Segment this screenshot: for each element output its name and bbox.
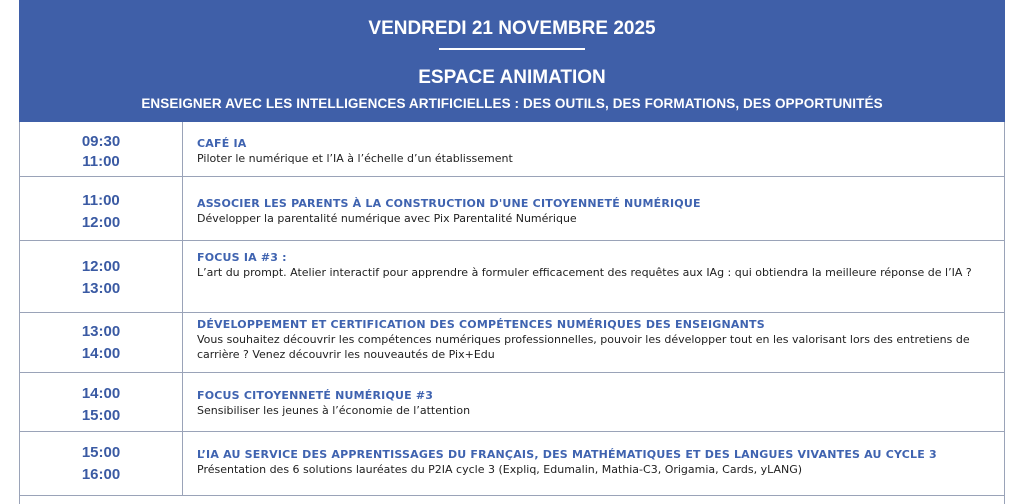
start-time: 14:00 — [81, 385, 121, 402]
time-cell — [20, 122, 183, 176]
schedule-header — [19, 0, 1005, 122]
session-title: FOCUS IA #3 : — [197, 251, 287, 264]
session-title: CAFÉ IA — [197, 137, 247, 150]
session-content — [197, 137, 992, 166]
time-cell — [20, 313, 183, 372]
start-time: 11:00 — [82, 192, 120, 209]
schedule-row — [20, 122, 1004, 177]
start-time: 09:30 — [81, 133, 121, 150]
schedule-row — [20, 313, 1004, 373]
end-time: 11:00 — [82, 153, 120, 170]
space-title: ESPACE ANIMATION — [418, 67, 606, 88]
end-time: 16:00 — [81, 466, 121, 483]
end-time: 14:00 — [81, 345, 121, 362]
session-description: Piloter le numérique et l’IA à l’échelle d’un établissement — [197, 152, 513, 165]
time-cell — [20, 241, 183, 312]
session-description: Présentation des 6 solutions lauréates du P2IA cycle 3 (Expliq, Edumalin, Mathia-C3, Origamia, Cards, yLANG) — [197, 463, 803, 476]
start-time: 15:00 — [81, 444, 121, 461]
schedule-row — [20, 177, 1004, 241]
time-cell — [20, 432, 183, 495]
session-title: DÉVELOPPEMENT ET CERTIFICATION DES COMPÉTENCES NUMÉRIQUES DES ENSEIGNANTS — [197, 318, 765, 331]
session-description: Vous souhaitez découvrir les compétences numériques professionnelles, pouvoir les développer tout en les valorisant lors des entretiens de carrière ? Venez découvrir les nouveautés de Pix+Edu — [197, 333, 970, 361]
end-time: 13:00 — [81, 280, 121, 297]
session-description: L’art du prompt. Atelier interactif pour apprendre à formuler efficacement des requêtes aux IAg : qui obtiendra la meilleure réponse de l’IA ? — [197, 266, 972, 279]
time-cell — [20, 373, 183, 431]
schedule-row — [20, 241, 1004, 313]
schedule-row — [20, 432, 1004, 496]
session-content — [197, 318, 992, 362]
schedule-row — [20, 373, 1004, 432]
session-title: L’IA AU SERVICE DES APPRENTISSAGES DU FRANÇAIS, DES MATHÉMATIQUES ET DES LANGUES VIVANTES AU CYCLE 3 — [197, 448, 937, 461]
session-content — [197, 197, 992, 226]
session-description: Développer la parentalité numérique avec Pix Parentalité Numérique — [197, 212, 577, 225]
session-content — [197, 389, 992, 418]
event-date: VENDREDI 21 NOVEMBRE 2025 — [368, 18, 656, 39]
session-title: ASSOCIER LES PARENTS À LA CONSTRUCTION D'UNE CITOYENNETÉ NUMÉRIQUE — [197, 197, 701, 210]
session-content — [197, 448, 992, 477]
session-title: FOCUS CITOYENNETÉ NUMÉRIQUE #3 — [197, 389, 434, 402]
end-time: 12:00 — [81, 214, 121, 231]
header-divider — [439, 48, 585, 50]
start-time: 12:00 — [81, 258, 121, 275]
end-time: 15:00 — [81, 407, 121, 424]
session-description: Sensibiliser les jeunes à l’économie de l’attention — [197, 404, 471, 417]
time-cell — [20, 177, 183, 240]
space-theme: ENSEIGNER AVEC LES INTELLIGENCES ARTIFICIELLES : DES OUTILS, DES FORMATIONS, DES OPPORTUNITÉS — [141, 96, 883, 111]
session-content — [197, 251, 992, 280]
schedule-table — [19, 122, 1005, 504]
start-time: 13:00 — [81, 323, 121, 340]
